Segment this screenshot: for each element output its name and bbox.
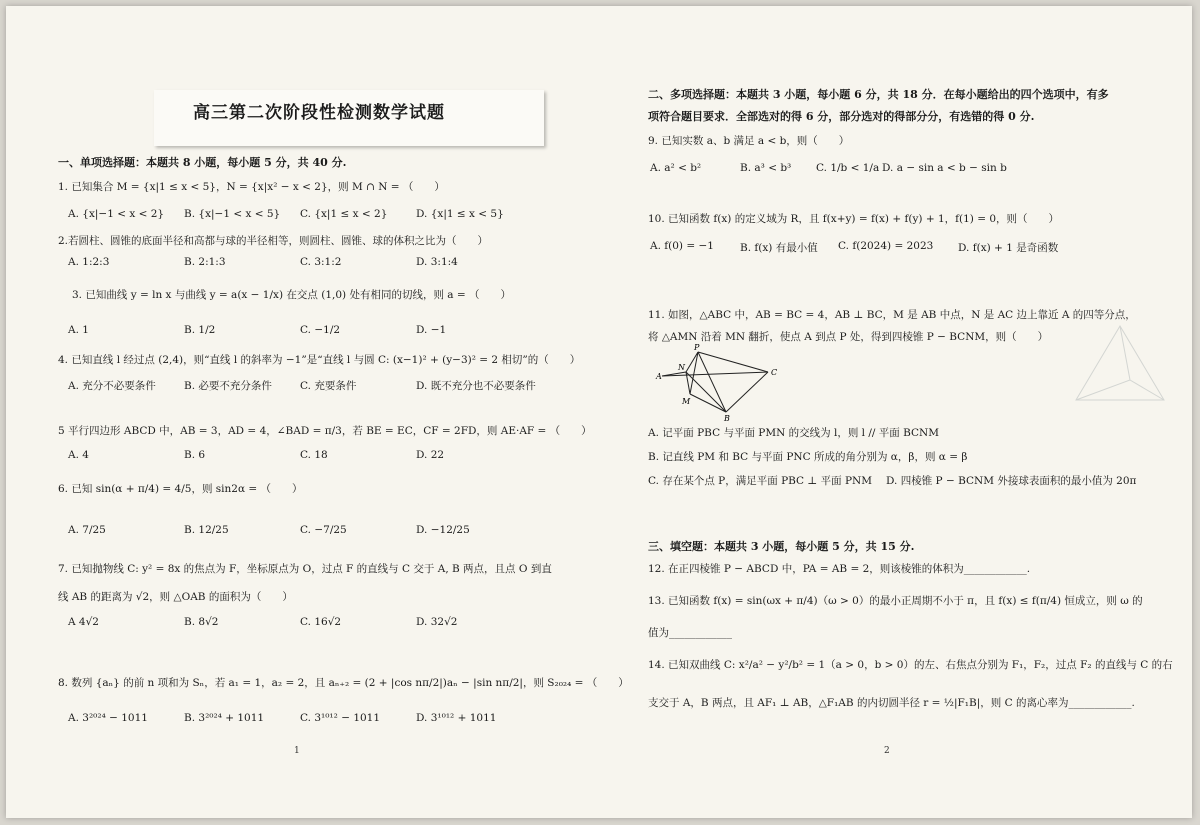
q9-option-d: D. a − sin a < b − sin b xyxy=(882,162,1007,174)
q4-option-c: C. 充要条件 xyxy=(300,380,357,392)
q6-option-d: D. −12/25 xyxy=(416,524,470,536)
question-7-line-2: 线 AB 的距离为 √2，则 △OAB 的面积为（ ） xyxy=(58,591,293,603)
q10-option-d: D. f(x) + 1 是奇函数 xyxy=(958,242,1059,254)
q5-option-b: B. 6 xyxy=(184,449,206,461)
q3-option-d: D. −1 xyxy=(416,324,447,336)
label-p: P xyxy=(694,343,700,352)
q7-option-b: B. 8√2 xyxy=(184,616,219,628)
label-c: C xyxy=(771,368,778,377)
section-2-heading-line-2: 项符合题目要求．全部选对的得 6 分，部分选对的得部分分，有选错的得 0 分. xyxy=(648,110,1035,123)
question-2: 2.若圆柱、圆锥的底面半径和高都与球的半径相等，则圆柱、圆锥、球的体积之比为（ ） xyxy=(58,235,489,247)
q3-option-b: B. 1/2 xyxy=(184,324,216,336)
q2-option-c: C. 3:1:2 xyxy=(300,256,342,268)
q8-option-c: C. 3¹⁰¹² − 1011 xyxy=(300,712,381,724)
page-number-left: 1 xyxy=(294,746,300,756)
question-13-line-2: 值为____________ xyxy=(648,627,732,639)
question-7-line-1: 7. 已知抛物线 C: y² = 8x 的焦点为 F，坐标原点为 O，过点 F 的直线与 C 交于 A, B 两点，且点 O 到直 xyxy=(58,563,552,575)
section-3-heading: 三、填空题：本题共 3 小题，每小题 5 分，共 15 分. xyxy=(648,540,915,553)
question-14-line-1: 14. 已知双曲线 C: x²/a² − y²/b² = 1（a > 0，b > 0）的左、右焦点分别为 F₁，F₂，过点 F₂ 的直线与 C 的右 xyxy=(648,659,1173,671)
q3-option-c: C. −1/2 xyxy=(300,324,341,336)
question-10: 10. 已知函数 f(x) 的定义域为 R，且 f(x+y) = f(x) + f(y) + 1，f(1) = 0，则（ ） xyxy=(648,213,1060,225)
q10-option-c: C. f(2024) = 2023 xyxy=(838,240,934,252)
q1-option-d: D. {x|1 ≤ x < 5} xyxy=(416,208,504,220)
q1-option-c: C. {x|1 ≤ x < 2} xyxy=(300,208,388,220)
exam-title: 高三第二次阶段性检测数学试题 xyxy=(193,103,445,123)
q7-option-a: A 4√2 xyxy=(68,616,99,628)
q9-option-a: A. a² < b² xyxy=(650,162,702,174)
q11-option-b: B. 记直线 PM 和 BC 与平面 PNC 所成的角分别为 α，β，则 α = β xyxy=(648,451,968,463)
pyramid-figure xyxy=(658,342,788,422)
question-9: 9. 已知实数 a、b 满足 a < b，则（ ） xyxy=(648,135,850,147)
q1-option-b: B. {x|−1 < x < 5} xyxy=(184,208,281,220)
question-3: 3. 已知曲线 y = ln x 与曲线 y = a(x − 1/x) 在交点 (1,0) 处有相同的切线，则 a = （ ） xyxy=(72,289,512,301)
q4-option-b: B. 必要不充分条件 xyxy=(184,380,272,392)
q5-option-d: D. 22 xyxy=(416,449,445,461)
exam-sheet xyxy=(6,6,1192,818)
section-1-heading: 一、单项选择题：本题共 8 小题，每小题 5 分，共 40 分. xyxy=(58,156,347,169)
q6-option-c: C. −7/25 xyxy=(300,524,347,536)
q8-option-a: A. 3²⁰²⁴ − 1011 xyxy=(68,712,148,724)
q5-option-c: C. 18 xyxy=(300,449,328,461)
q11-option-d: D. 四棱锥 P − BCNM 外接球表面积的最小值为 20π xyxy=(886,475,1137,487)
q9-option-b: B. a³ < b³ xyxy=(740,162,792,174)
label-m: M xyxy=(682,397,691,406)
question-1: 1. 已知集合 M = {x|1 ≤ x < 5}，N = {x|x² − x < 2}，则 M ∩ N = （ ） xyxy=(58,181,445,193)
question-13-line-1: 13. 已知函数 f(x) = sin(ωx + π/4)（ω > 0）的最小正周期不小于 π，且 f(x) ≤ f(π/4) 恒成立，则 ω 的 xyxy=(648,595,1143,607)
q6-option-a: A. 7/25 xyxy=(68,524,106,536)
q8-option-d: D. 3¹⁰¹² + 1011 xyxy=(416,712,497,724)
q10-option-b: B. f(x) 有最小值 xyxy=(740,242,818,254)
q2-option-d: D. 3:1:4 xyxy=(416,256,458,268)
page-left xyxy=(58,6,629,818)
q11-option-c: C. 存在某个点 P，满足平面 PBC ⊥ 平面 PNM xyxy=(648,475,872,487)
label-b: B xyxy=(724,414,730,423)
question-11-line-1: 11. 如图，△ABC 中，AB = BC = 4，AB ⊥ BC，M 是 AB 中点，N 是 AC 边上靠近 A 的四等分点， xyxy=(648,309,1136,321)
q9-option-c: C. 1/b < 1/a xyxy=(816,162,880,174)
page-right xyxy=(648,6,1188,818)
q4-option-a: A. 充分不必要条件 xyxy=(68,380,156,392)
q10-option-a: A. f(0) = −1 xyxy=(650,240,714,252)
question-4: 4. 已知直线 l 经过点 (2,4)，则“直线 l 的斜率为 −1”是“直线 l 与圆 C: (x−1)² + (y−3)² = 2 相切”的（ ） xyxy=(58,354,581,366)
question-14-line-2: 支交于 A，B 两点，且 AF₁ ⊥ AB，△F₁AB 的内切圆半径 r = ½|F₁B|，则 C 的离心率为____________. xyxy=(648,697,1135,709)
q6-option-b: B. 12/25 xyxy=(184,524,229,536)
q2-option-a: A. 1:2:3 xyxy=(68,256,110,268)
q3-option-a: A. 1 xyxy=(68,324,89,336)
label-n: N xyxy=(678,363,685,372)
q7-option-c: C. 16√2 xyxy=(300,616,342,628)
question-8: 8. 数列 {aₙ} 的前 n 项和为 Sₙ，若 a₁ = 1，a₂ = 2，且 aₙ₊₂ = (2 + |cos nπ/2|)aₙ − |sin nπ/2|，则 S₂₀₂₄ = （ ） xyxy=(58,677,629,689)
question-11-line-2: 将 △AMN 沿着 MN 翻折，使点 A 到点 P 处，得到四棱锥 P − BCNM，则（ ） xyxy=(648,331,1049,343)
bleed-through-figure xyxy=(1070,324,1170,404)
q5-option-a: A. 4 xyxy=(68,449,89,461)
question-12: 12. 在正四棱锥 P − ABCD 中，PA = AB = 2，则该棱锥的体积为____________. xyxy=(648,563,1031,575)
label-a: A xyxy=(656,372,662,381)
question-6: 6. 已知 sin(α + π/4) = 4/5，则 sin2α = （ ） xyxy=(58,483,303,495)
q11-option-a: A. 记平面 PBC 与平面 PMN 的交线为 l，则 l // 平面 BCNM xyxy=(648,427,939,439)
page-number-right: 2 xyxy=(884,746,890,756)
q4-option-d: D. 既不充分也不必要条件 xyxy=(416,380,536,392)
section-2-heading-line-1: 二、多项选择题：本题共 3 小题，每小题 6 分，共 18 分．在每小题给出的四个选项中，有多 xyxy=(648,88,1109,101)
question-5: 5 平行四边形 ABCD 中，AB = 3，AD = 4，∠BAD = π/3，若 BE = EC，CF = 2FD，则 AE·AF = （ ） xyxy=(58,425,592,437)
q2-option-b: B. 2:1:3 xyxy=(184,256,226,268)
q1-option-a: A. {x|−1 < x < 2} xyxy=(68,208,165,220)
q8-option-b: B. 3²⁰²⁴ + 1011 xyxy=(184,712,265,724)
q7-option-d: D. 32√2 xyxy=(416,616,458,628)
